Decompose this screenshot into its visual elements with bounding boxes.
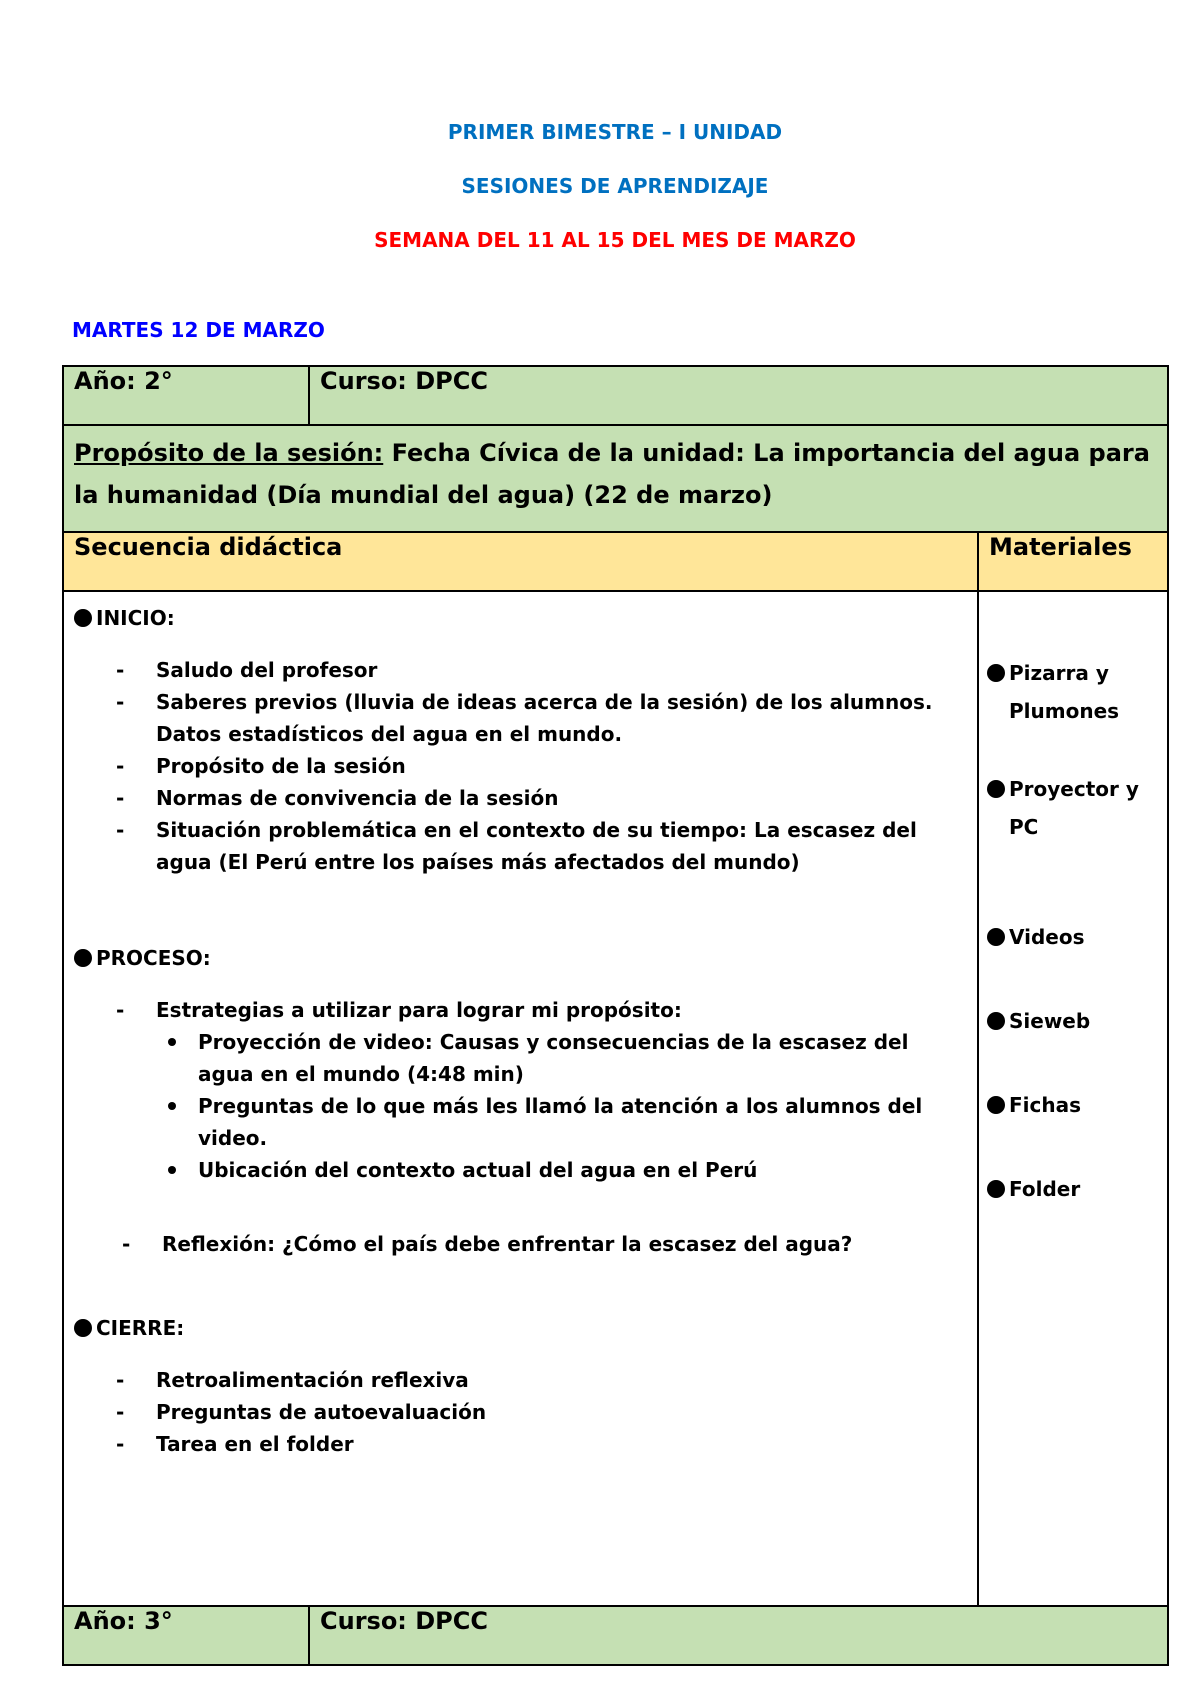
content-row: [63, 591, 1168, 1606]
header-subtitle: SESIONES DE APRENDIZAJE: [461, 174, 769, 198]
list-item: - Saludo del profesor: [116, 654, 967, 686]
bullet-icon: [74, 1319, 92, 1337]
list-item: - Preguntas de autoevaluación: [116, 1396, 967, 1428]
material-item: [987, 918, 1163, 956]
bullet-icon: [74, 949, 92, 967]
session-table: [62, 365, 1169, 1666]
material-item: [987, 1086, 1163, 1124]
bullet-icon: [987, 1012, 1005, 1030]
proceso-title: PROCESO:: [96, 946, 211, 970]
bullet-icon: [987, 664, 1005, 682]
material-item: [987, 1002, 1163, 1040]
purpose-label: Propósito de la sesión:: [74, 439, 384, 467]
materials-cell: [978, 591, 1168, 1606]
materials-header: Materiales: [978, 532, 1168, 591]
list-item: - Propósito de la sesión: [116, 750, 967, 782]
cierre-heading: [74, 1316, 967, 1340]
inicio-heading: [74, 606, 967, 630]
bullet-icon: [987, 1096, 1005, 1114]
material-item: [987, 654, 1163, 730]
material-label: Sieweb: [1009, 1009, 1091, 1033]
material-item: [987, 770, 1163, 846]
material-label: Folder: [1009, 1177, 1081, 1201]
proceso-list: [74, 994, 967, 1186]
material-label: Pizarra y Plumones: [1009, 661, 1120, 723]
inicio-title: INICIO:: [96, 606, 175, 630]
next-year-cell: Año: 3°: [63, 1606, 309, 1665]
material-label: Videos: [1009, 925, 1085, 949]
material-label: Fichas: [1009, 1093, 1082, 1117]
material-label: Proyector y PC: [1009, 777, 1139, 839]
next-year-course-row: [63, 1606, 1168, 1665]
bullet-icon: [987, 1180, 1005, 1198]
list-item: - Situación problemática en el contexto de su tiempo: La escasez del agua (El Perú entre los países más afectados del mundo): [116, 814, 967, 878]
bullet-item: Preguntas de lo que más les llamó la atención a los alumnos del video.: [158, 1090, 967, 1154]
bullet-icon: [987, 928, 1005, 946]
reflexion-list: [74, 1228, 967, 1260]
cierre-title: CIERRE:: [96, 1316, 185, 1340]
bullet-item: Ubicación del contexto actual del agua en el Perú: [158, 1154, 967, 1186]
header-title: PRIMER BIMESTRE – I UNIDAD: [447, 120, 783, 144]
list-item: [116, 994, 967, 1186]
purpose-text: Fecha Cívica de la unidad: La importancia del agua para la humanidad (Día mundial del agua) (22 de marzo): [74, 439, 1150, 509]
year-cell: Año: 2°: [63, 366, 309, 425]
strategy-text: Estrategias a utilizar para lograr mi propósito:: [156, 998, 682, 1022]
list-item: - Reflexión: ¿Cómo el país debe enfrentar la escasez del agua?: [122, 1228, 967, 1260]
proceso-heading: [74, 946, 967, 970]
session-day: MARTES 12 DE MARZO: [72, 318, 325, 342]
sequence-header: Secuencia didáctica: [63, 532, 978, 591]
list-item: - Normas de convivencia de la sesión: [116, 782, 967, 814]
course-cell: Curso: DPCC: [309, 366, 1168, 425]
inicio-list: [74, 654, 967, 878]
material-item: [987, 1170, 1163, 1208]
bullet-icon: [987, 780, 1005, 798]
sequence-cell: [63, 591, 978, 1606]
columns-header-row: [63, 532, 1168, 591]
bullet-icon: [74, 609, 92, 627]
strategy-bullets: [156, 1026, 967, 1186]
list-item: - Tarea en el folder: [116, 1428, 967, 1460]
list-item: - Saberes previos (lluvia de ideas acerca de la sesión) de los alumnos. Datos estadísticos del agua en el mundo.: [116, 686, 967, 750]
purpose-cell: [63, 425, 1168, 532]
list-item: - Retroalimentación reflexiva: [116, 1364, 967, 1396]
next-course-cell: Curso: DPCC: [309, 1606, 1168, 1665]
year-course-row: [63, 366, 1168, 425]
bullet-item: Proyección de video: Causas y consecuencias de la escasez del agua en el mundo (4:48 min): [158, 1026, 967, 1090]
cierre-list: [74, 1364, 967, 1460]
header-week: SEMANA DEL 11 AL 15 DEL MES DE MARZO: [374, 228, 856, 252]
purpose-row: [63, 425, 1168, 532]
